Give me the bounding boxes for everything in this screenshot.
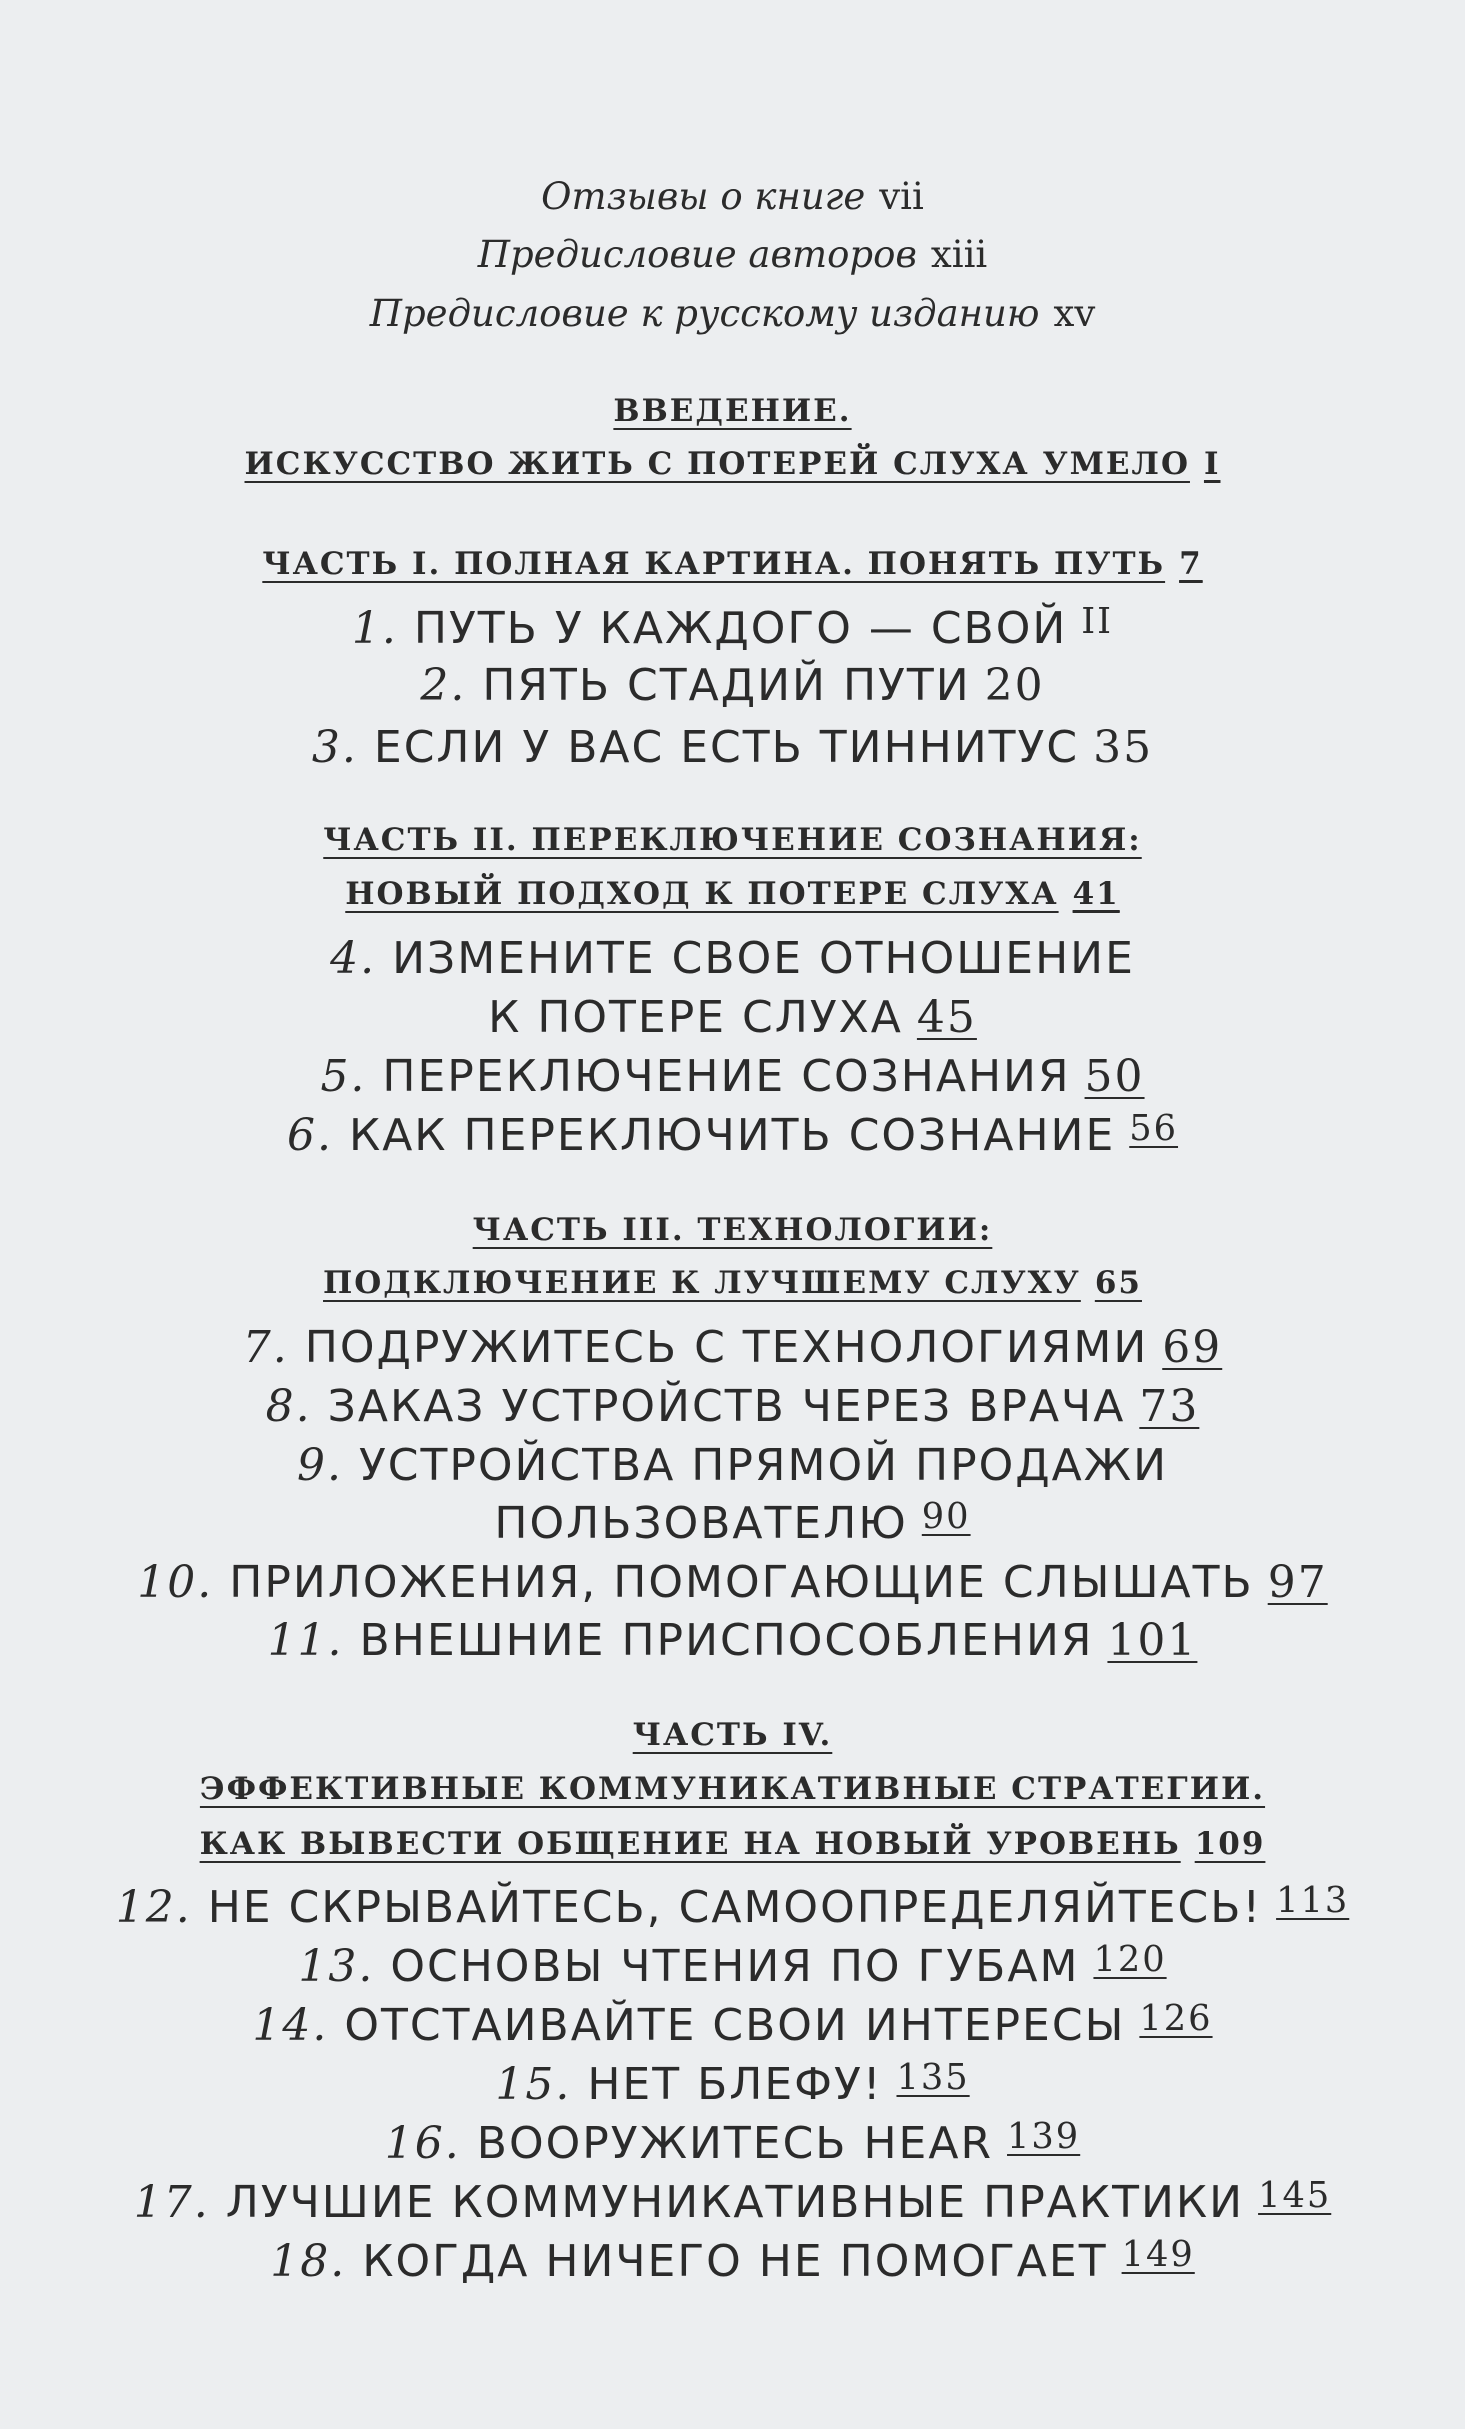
- chapter-number: 9.: [296, 1440, 343, 1491]
- heading-text: ПОДКЛЮЧЕНИЕ К ЛУЧШЕМУ СЛУХУ: [323, 1265, 1081, 1301]
- page-number: vii: [879, 175, 924, 218]
- page-number: 145: [1258, 2175, 1332, 2216]
- chapter-13[interactable]: [0, 1941, 1465, 1992]
- chapter-title: ПЕРЕКЛЮЧЕНИЕ СОЗНАНИЯ: [382, 1051, 1071, 1102]
- chapter-title: ОСНОВЫ ЧТЕНИЯ ПО ГУБАМ: [390, 1941, 1080, 1992]
- chapter-1[interactable]: [0, 603, 1465, 654]
- toc-entry-authors-preface[interactable]: [0, 233, 1465, 276]
- part-4-heading[interactable]: [0, 1717, 1465, 1753]
- chapter-title: ВНЕШНИЕ ПРИСПОСОБЛЕНИЯ: [359, 1615, 1094, 1666]
- part-2-heading[interactable]: [0, 822, 1465, 858]
- chapter-10[interactable]: [0, 1557, 1465, 1608]
- chapter-number: 18.: [270, 2236, 347, 2287]
- heading-text: ЧАСТЬ II. ПЕРЕКЛЮЧЕНИЕ СОЗНАНИЯ:: [323, 822, 1142, 858]
- chapter-5[interactable]: [0, 1051, 1465, 1102]
- chapter-title: ПУТЬ У КАЖДОГО — СВОЙ: [413, 603, 1068, 654]
- part-3-subtitle[interactable]: [0, 1265, 1465, 1301]
- page-number: 56: [1129, 1108, 1179, 1149]
- page-number: 149: [1121, 2234, 1195, 2275]
- chapter-title: КОГДА НИЧЕГО НЕ ПОМОГАЕТ: [362, 2236, 1108, 2287]
- page-number: 90: [921, 1496, 971, 1537]
- chapter-number: 14.: [252, 2000, 329, 2051]
- heading-text: ЧАСТЬ I. ПОЛНАЯ КАРТИНА. ПОНЯТЬ ПУТЬ: [262, 546, 1166, 582]
- page-number: 7: [1179, 546, 1203, 582]
- chapter-number: 17.: [133, 2177, 210, 2228]
- chapter-title: ЛУЧШИЕ КОММУНИКАТИВНЫЕ ПРАКТИКИ: [225, 2177, 1245, 2228]
- chapter-number: 13.: [298, 1941, 375, 1992]
- page-number: xv: [1053, 292, 1096, 335]
- chapter-number: 7.: [242, 1322, 289, 1373]
- part-2-subtitle[interactable]: [0, 876, 1465, 912]
- chapter-8[interactable]: [0, 1381, 1465, 1432]
- chapter-3[interactable]: [0, 722, 1465, 773]
- chapter-17[interactable]: [0, 2177, 1465, 2228]
- chapter-number: 16.: [384, 2118, 461, 2169]
- page-number: 65: [1094, 1265, 1142, 1301]
- intro-heading[interactable]: [0, 393, 1465, 429]
- page-number: 139: [1007, 2116, 1081, 2157]
- page-number: 20: [984, 660, 1045, 711]
- intro-subtitle[interactable]: [0, 446, 1465, 482]
- heading-text: НОВЫЙ ПОДХОД К ПОТЕРЕ СЛУХА: [345, 876, 1059, 912]
- chapter-16[interactable]: [0, 2118, 1465, 2169]
- chapter-title: НЕТ БЛЕФУ!: [587, 2059, 883, 2110]
- chapter-number: 6.: [286, 1110, 333, 1161]
- chapter-number: 12.: [115, 1882, 192, 1933]
- entry-title: Предисловие к русскому изданию: [369, 292, 1040, 335]
- chapter-title: ПЯТЬ СТАДИЙ ПУТИ: [482, 660, 971, 711]
- chapter-4-continued[interactable]: [0, 992, 1465, 1043]
- chapter-title: ПРИЛОЖЕНИЯ, ПОМОГАЮЩИЕ СЛЫШАТЬ: [229, 1557, 1254, 1608]
- heading-text: ЧАСТЬ III. ТЕХНОЛОГИИ:: [472, 1212, 993, 1248]
- chapter-title: УСТРОЙСТВА ПРЯМОЙ ПРОДАЖИ: [358, 1440, 1169, 1491]
- entry-title: Отзывы о книге: [541, 175, 866, 218]
- chapter-number: 3.: [311, 722, 358, 773]
- chapter-title: ЕСЛИ У ВАС ЕСТЬ ТИННИТУС: [373, 722, 1080, 773]
- page-number: 109: [1194, 1826, 1266, 1862]
- part-1-heading[interactable]: [0, 546, 1465, 582]
- heading-text: ЧАСТЬ IV.: [632, 1717, 833, 1753]
- chapter-18[interactable]: [0, 2236, 1465, 2287]
- chapter-title: ОТСТАИВАЙТЕ СВОИ ИНТЕРЕСЫ: [344, 2000, 1126, 2051]
- chapter-7[interactable]: [0, 1322, 1465, 1373]
- chapter-number: 1.: [351, 603, 398, 654]
- chapter-title: ПОДРУЖИТЕСЬ С ТЕХНОЛОГИЯМИ: [304, 1322, 1149, 1373]
- chapter-14[interactable]: [0, 2000, 1465, 2051]
- chapter-title-continued: ПОЛЬЗОВАТЕЛЮ: [494, 1498, 908, 1549]
- page-number: 135: [896, 2057, 970, 2098]
- page-number: II: [1081, 601, 1114, 642]
- page-number: 120: [1093, 1939, 1167, 1980]
- heading-text: КАК ВЫВЕСТИ ОБЩЕНИЕ НА НОВЫЙ УРОВЕНЬ: [199, 1826, 1181, 1862]
- part-3-heading[interactable]: [0, 1212, 1465, 1248]
- page-number: 45: [916, 992, 977, 1043]
- page-number: 73: [1139, 1381, 1200, 1432]
- page-number: I: [1203, 446, 1221, 482]
- page-number: xiii: [930, 233, 988, 276]
- chapter-title-continued: К ПОТЕРЕ СЛУХА: [488, 992, 903, 1043]
- page-number: 97: [1267, 1557, 1328, 1608]
- chapter-number: 8.: [265, 1381, 312, 1432]
- page-number: 50: [1084, 1051, 1145, 1102]
- chapter-9-continued[interactable]: [0, 1498, 1465, 1549]
- toc-entry-russian-preface[interactable]: [0, 292, 1465, 335]
- chapter-number: 15.: [495, 2059, 572, 2110]
- page-number: 41: [1072, 876, 1120, 912]
- chapter-title: КАК ПЕРЕКЛЮЧИТЬ СОЗНАНИЕ: [348, 1110, 1116, 1161]
- heading-text: ИСКУССТВО ЖИТЬ С ПОТЕРЕЙ СЛУХА УМЕЛО: [244, 446, 1190, 482]
- part-4-subtitle[interactable]: [0, 1771, 1465, 1807]
- page-number: 113: [1276, 1880, 1350, 1921]
- heading-text: ЭФФЕКТИВНЫЕ КОММУНИКАТИВНЫЕ СТРАТЕГИИ.: [199, 1771, 1266, 1807]
- chapter-2[interactable]: [0, 660, 1465, 711]
- chapter-number: 10.: [137, 1557, 214, 1608]
- chapter-title: НЕ СКРЫВАЙТЕСЬ, САМООПРЕДЕЛЯЙТЕСЬ!: [207, 1882, 1263, 1933]
- page-number: 35: [1093, 722, 1154, 773]
- chapter-4[interactable]: [0, 933, 1465, 984]
- entry-title: Предисловие авторов: [477, 233, 917, 276]
- chapter-number: 5.: [320, 1051, 367, 1102]
- chapter-title: ЗАКАЗ УСТРОЙСТВ ЧЕРЕЗ ВРАЧА: [327, 1381, 1126, 1432]
- chapter-11[interactable]: [0, 1615, 1465, 1666]
- chapter-number: 11.: [267, 1615, 344, 1666]
- toc-entry-reviews[interactable]: [0, 175, 1465, 218]
- chapter-number: 2.: [420, 660, 467, 711]
- chapter-9[interactable]: [0, 1440, 1465, 1491]
- chapter-6[interactable]: [0, 1110, 1465, 1161]
- chapter-12[interactable]: [0, 1882, 1465, 1933]
- chapter-number: 4.: [330, 933, 377, 984]
- chapter-title: ВООРУЖИТЕСЬ HEAR: [476, 2118, 994, 2169]
- page-number: 101: [1107, 1615, 1198, 1666]
- chapter-title: ИЗМЕНИТЕ СВОЕ ОТНОШЕНИЕ: [392, 933, 1135, 984]
- part-4-subtitle-2[interactable]: [0, 1826, 1465, 1862]
- page-number: 69: [1162, 1322, 1223, 1373]
- chapter-15[interactable]: [0, 2059, 1465, 2110]
- heading-text: ВВЕДЕНИЕ.: [613, 393, 852, 429]
- page-number: 126: [1139, 1998, 1213, 2039]
